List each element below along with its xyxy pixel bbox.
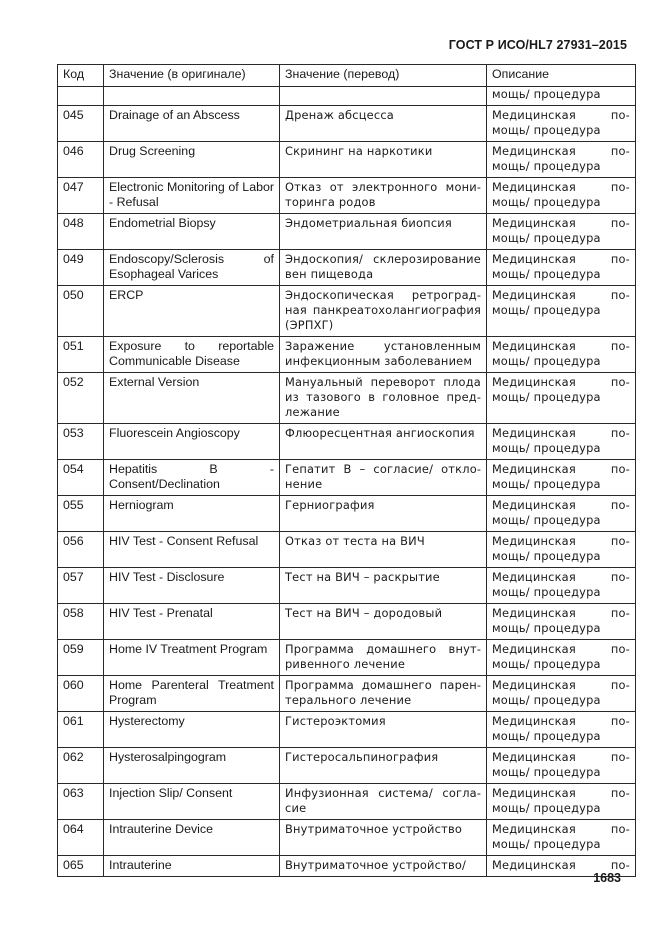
table-row [58,373,636,424]
description-word: Медицинская [492,339,576,353]
cell-code: 056 [58,532,104,568]
description-line-1 [492,180,630,195]
cell-description [487,712,636,748]
description-line-1 [492,534,630,549]
cell-translation: Гистеросальпинография [280,748,487,784]
cell-code: 048 [58,214,104,250]
description-hyphen-part: по- [610,375,630,389]
table-row [58,856,636,877]
table-row [58,142,636,178]
cell-description [487,142,636,178]
cell-original: Hepatitis B - Consent/Declination [104,460,280,496]
description-line-2: мощь/ процедура [492,513,601,527]
description-line-1 [492,426,630,441]
description-word: Медицинская [492,822,576,836]
cell-original: Hysterectomy [104,712,280,748]
cell-description [487,87,636,106]
description-line-1 [492,750,630,765]
table-row [58,496,636,532]
description-word: Медицинская [492,216,576,230]
description-word: Медицинская [492,180,576,194]
description-line-2: мощь/ процедура [492,231,601,245]
cell-description [487,337,636,373]
cell-description [487,568,636,604]
cell-description [487,178,636,214]
description-hyphen-part: по- [610,534,630,548]
description-hyphen-part: по- [610,252,630,266]
cell-translation: Скрининг на наркотики [280,142,487,178]
cell-code: 046 [58,142,104,178]
description-line-1 [492,642,630,657]
cell-description [487,286,636,337]
cell-original: Electronic Monitoring of Labor - Refusal [104,178,280,214]
cell-code: 063 [58,784,104,820]
description-line-2: мощь/ процедура [492,159,601,173]
description-line-1 [492,339,630,354]
cell-description [487,640,636,676]
cell-translation: Инфузионная система/ согласие [280,784,487,820]
description-line-2: мощь/ процедура [492,303,601,317]
cell-description [487,676,636,712]
cell-translation: Дренаж абсцесса [280,106,487,142]
cell-code [58,87,104,106]
cell-description [487,532,636,568]
description-line-1 [492,252,630,267]
description-line-2: мощь/ процедура [492,765,601,779]
header-row [58,65,636,87]
table-row [58,604,636,640]
cell-code: 058 [58,604,104,640]
cell-description [487,460,636,496]
cell-code: 045 [58,106,104,142]
description-line-1 [492,216,630,231]
table-row [58,784,636,820]
cell-original: Drug Screening [104,142,280,178]
description-line-2: мощь/ процедура [492,195,601,209]
description-line-1 [492,714,630,729]
cell-code: 050 [58,286,104,337]
cell-code: 055 [58,496,104,532]
cell-translation: Эндоскопическая ретроградная панкреатохолангиография (ЭРПХГ) [280,286,487,337]
description-hyphen-part: по- [610,786,630,800]
description-line-1 [492,786,630,801]
table-row [58,676,636,712]
description-hyphen-part: по- [610,714,630,728]
description-hyphen-part: по- [610,180,630,194]
description-word: Медицинская [492,714,576,728]
description-line-1 [492,288,630,303]
column-header-code: Код [58,65,104,87]
description-word: Медицинская [492,534,576,548]
description-line-1 [492,462,630,477]
cell-description [487,424,636,460]
cell-description [487,373,636,424]
cell-original: HIV Test - Prenatal [104,604,280,640]
cell-original: Injection Slip/ Consent [104,784,280,820]
description-line-1 [492,108,630,123]
description-line-2: мощь/ процедура [492,390,601,404]
description-line-2: мощь/ процедура [492,729,601,743]
description-hyphen-part: по- [610,426,630,440]
code-table [57,64,636,877]
cell-description [487,106,636,142]
description-hyphen-part: по- [610,216,630,230]
description-line-1 [492,570,630,585]
description-line-2: мощь/ процедура [492,801,601,815]
cell-original: Drainage of an Abscess [104,106,280,142]
cell-description [487,250,636,286]
cell-original: External Version [104,373,280,424]
description-word: Медицинская [492,108,576,122]
description-line-1 [492,144,630,159]
description-word: Медицинская [492,375,576,389]
cell-translation: Тест на ВИЧ – дородовый [280,604,487,640]
cell-code: 064 [58,820,104,856]
description-line-2: мощь/ процедура [492,354,601,368]
table-row [58,712,636,748]
cell-translation: Внутриматочное устройство [280,820,487,856]
description-line-2: мощь/ процедура [492,585,601,599]
table-row [58,178,636,214]
cell-description [487,604,636,640]
cell-translation: Заражение установленным инфекционным заболеванием [280,337,487,373]
cell-original: Endometrial Biopsy [104,214,280,250]
description-word: Медицинская [492,786,576,800]
cell-description [487,214,636,250]
cell-original: Home IV Treatment Program [104,640,280,676]
description-hyphen-part: по- [610,288,630,302]
description-line-2: мощь/ процедура [492,267,601,281]
description-hyphen-part: по- [610,462,630,476]
cell-translation: Герниография [280,496,487,532]
table-header [58,65,636,87]
description-line-2: мощь/ процедура [492,693,601,707]
description-word: Медицинская [492,498,576,512]
table-row [58,532,636,568]
description-line-2: мощь/ процедура [492,441,601,455]
description-line-2: мощь/ процедура [492,87,601,101]
cell-translation: Программа домашнего парентерального лечение [280,676,487,712]
description-line-1 [492,375,630,390]
table-row [58,424,636,460]
description-line-2: мощь/ процедура [492,621,601,635]
description-word: Медицинская [492,570,576,584]
description-word: Медицинская [492,642,576,656]
description-line-2: мощь/ процедура [492,477,601,491]
description-hyphen-part: по- [610,822,630,836]
table-row [58,568,636,604]
table-row [58,337,636,373]
cell-original: Fluorescein Angioscopy [104,424,280,460]
description-line-1 [492,606,630,621]
description-word: Медицинская [492,426,576,440]
description-word: Медицинская [492,606,576,620]
cell-translation: Эндометриальная биопсия [280,214,487,250]
cell-original: Exposure to reportable Communicable Disease [104,337,280,373]
cell-translation: Гистероэктомия [280,712,487,748]
cell-code: 047 [58,178,104,214]
cell-translation: Мануальный переворот плода из тазового в головное предлежание [280,373,487,424]
description-line-1 [492,822,630,837]
cell-description [487,784,636,820]
description-hyphen-part: по- [610,678,630,692]
cell-original: Hysterosalpingogram [104,748,280,784]
cell-code: 065 [58,856,104,877]
cell-code: 049 [58,250,104,286]
cell-code: 059 [58,640,104,676]
description-line-1 [492,498,630,513]
description-word: Медицинская [492,858,576,872]
description-line-1 [492,678,630,693]
cell-original: HIV Test - Disclosure [104,568,280,604]
cell-translation: Гепатит B – согласие/ отклонение [280,460,487,496]
description-word: Медицинская [492,462,576,476]
cell-translation [280,87,487,106]
table-row [58,286,636,337]
cell-code: 051 [58,337,104,373]
column-header-translation: Значение (перевод) [280,65,487,87]
description-line-2: мощь/ процедура [492,657,601,671]
description-hyphen-part: по- [610,858,630,872]
cell-translation: Программа домашнего внутривенного лечение [280,640,487,676]
cell-code: 060 [58,676,104,712]
description-hyphen-part: по- [610,642,630,656]
table-body [58,87,636,877]
description-line-2: мощь/ процедура [492,549,601,563]
cell-original: Home Parenteral Treatment Program [104,676,280,712]
cell-code: 062 [58,748,104,784]
document-header-title: ГОСТ Р ИСО/HL7 27931–2015 [448,38,627,52]
table-row [58,250,636,286]
page-number: 1683 [593,871,621,885]
table-row [58,460,636,496]
cell-original [104,87,280,106]
continuation-row [58,87,636,106]
column-header-original: Значение (в оригинале) [104,65,280,87]
description-word: Медицинская [492,288,576,302]
table-row [58,214,636,250]
table-row [58,106,636,142]
description-line-2: мощь/ процедура [492,123,601,137]
cell-original: Intrauterine Device [104,820,280,856]
description-hyphen-part: по- [610,339,630,353]
cell-code: 057 [58,568,104,604]
description-word: Медицинская [492,252,576,266]
table-row [58,748,636,784]
cell-original: Herniogram [104,496,280,532]
description-line-2: мощь/ процедура [492,837,601,851]
cell-description [487,748,636,784]
cell-translation: Тест на ВИЧ – раскрытие [280,568,487,604]
description-word: Медицинская [492,678,576,692]
description-hyphen-part: по- [610,750,630,764]
table-row [58,640,636,676]
cell-translation: Отказ от теста на ВИЧ [280,532,487,568]
cell-code: 053 [58,424,104,460]
cell-original: Intrauterine [104,856,280,877]
description-word: Медицинская [492,750,576,764]
cell-description [487,496,636,532]
cell-original: Endoscopy/Sclerosis of Esophageal Varices [104,250,280,286]
cell-translation: Флюоресцентная ангиоскопия [280,424,487,460]
cell-code: 061 [58,712,104,748]
cell-original: ERCP [104,286,280,337]
cell-original: HIV Test - Consent Refusal [104,532,280,568]
cell-description [487,820,636,856]
cell-code: 054 [58,460,104,496]
cell-translation: Внутриматочное устройство/ [280,856,487,877]
description-hyphen-part: по- [610,498,630,512]
cell-translation: Эндоскопия/ склерозирование вен пищевода [280,250,487,286]
description-hyphen-part: по- [610,606,630,620]
cell-code: 052 [58,373,104,424]
description-hyphen-part: по- [610,144,630,158]
cell-translation: Отказ от электронного мониторинга родов [280,178,487,214]
description-hyphen-part: по- [610,108,630,122]
description-word: Медицинская [492,144,576,158]
column-header-description: Описание [487,65,636,87]
description-hyphen-part: по- [610,570,630,584]
table-row [58,820,636,856]
